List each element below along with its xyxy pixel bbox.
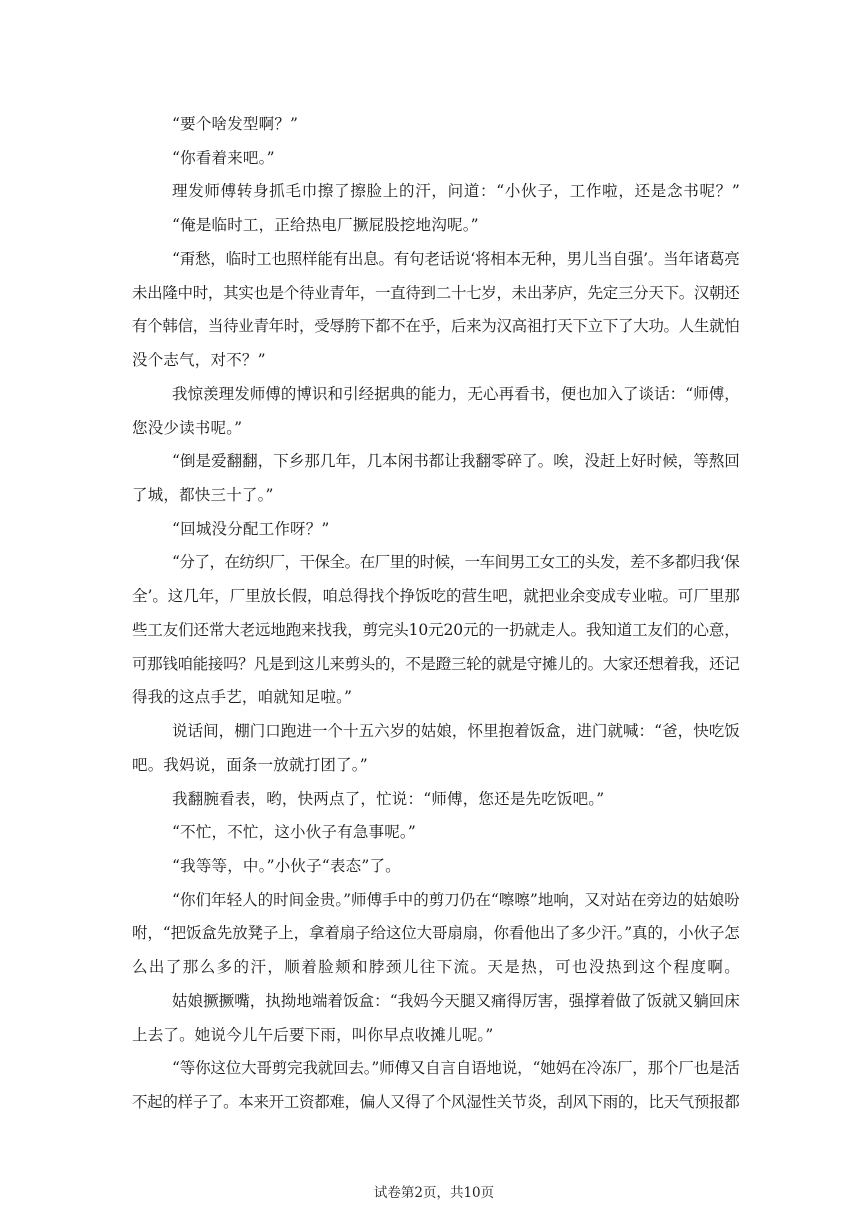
text-line: 么出了那么多的汗，顺着脸颊和脖颈儿往下流。天是热，可也没热到这个程度啊。 — [132, 958, 742, 976]
text-line: 有个韩信，当待业青年时，受辱胯下都不在乎，后来为汉高祖打天下立下了大功。人生就怕 — [132, 317, 740, 335]
text-line: 没个志气，对不？” — [132, 351, 266, 369]
text-line: 咐，“把饭盒先放凳子上，拿着扇子给这位大哥扇扇，你看他出了多少汗。”真的，小伙子怎 — [132, 924, 740, 942]
text-line: 您没少读书呢。” — [132, 419, 243, 437]
text-line: “倒是爱翻翻，下乡那几年，几本闲书都让我翻零碎了。唉，没赶上好时候，等熬回 — [172, 452, 740, 470]
text-line: “回城没分配工作呀？” — [172, 520, 330, 538]
text-line: 未出隆中时，其实也是个待业青年，一直待到二十七岁，未出茅庐，先定三分天下。汉朝还 — [132, 284, 740, 302]
text-line: “我等等，中。”小伙子“表态”了。 — [172, 857, 401, 875]
text-line: 上去了。她说今儿午后要下雨，叫你早点收摊儿呢。” — [132, 1026, 494, 1044]
text-line: 我惊羡理发师傅的博识和引经据典的能力，无心再看书，便也加入了谈话：“师傅， — [172, 385, 740, 403]
text-line: 理发师傅转身抓毛巾擦了擦脸上的汗，问道：“小伙子，工作啦，还是念书呢？” — [172, 182, 741, 200]
text-line: 些工友们还常大老远地跑来找我，剪完头10元20元的一扔就走人。我知道工友们的心意， — [132, 621, 740, 639]
text-line: “等你这位大哥剪完我就回去。”师傅又自言自语地说，“她妈在冷冻厂，那个厂也是活 — [172, 1059, 740, 1077]
text-line: “你们年轻人的时间金贵。”师傅手中的剪刀仍在“嚓嚓”地响，又对站在旁边的姑娘吩 — [172, 891, 740, 909]
text-line: 不起的样子了。本来开工资都难，偏人又得了个风湿性关节炎，刮风下雨的，比天气预报都 — [132, 1093, 740, 1111]
text-line: 可那钱咱能接吗？凡是到这儿来剪头的，不是蹬三轮的就是守摊儿的。大家还想着我，还记 — [132, 655, 740, 673]
text-line: 全’。这几年，厂里放长假，咱总得找个挣饭吃的营生吧，就把业余变成专业啦。可厂里那 — [132, 587, 740, 605]
text-line: “甭愁，临时工也照样能有出息。有句老话说‘将相本无种，男儿当自强’。当年诸葛亮 — [172, 250, 740, 268]
text-line: “要个啥发型啊？” — [172, 115, 299, 133]
text-line: 得我的这点手艺，咱就知足啦。” — [132, 688, 353, 706]
text-line: “你看着来吧。” — [172, 149, 275, 167]
text-line: 说话间，棚门口跑进一个十五六岁的姑娘，怀里抱着饭盒，进门就喊：“爸，快吃饭 — [172, 722, 740, 740]
text-line: “俺是临时工，正给热电厂撅屁股挖地沟呢。” — [172, 216, 479, 234]
text-line: 姑娘撅撅嘴，执拗地端着饭盒：“我妈今天腿又痛得厉害，强撑着做了饭就又躺回床 — [172, 992, 740, 1010]
text-line: 我翻腕看表，哟，快两点了，忙说：“师傅，您还是先吃饭吧。” — [172, 790, 605, 808]
text-line: 了城，都快三十了。” — [132, 486, 274, 504]
page-footer: 试卷第2页，共10页 — [373, 1185, 495, 1201]
text-line: “不忙，不忙，这小伙子有急事呢。” — [172, 823, 416, 841]
text-line: “分了，在纺织厂，干保全。在厂里的时候，一车间男工女工的头发，差不多都归我‘保 — [172, 553, 740, 571]
text-line: 吧。我妈说，面条一放就打团了。” — [132, 756, 368, 774]
